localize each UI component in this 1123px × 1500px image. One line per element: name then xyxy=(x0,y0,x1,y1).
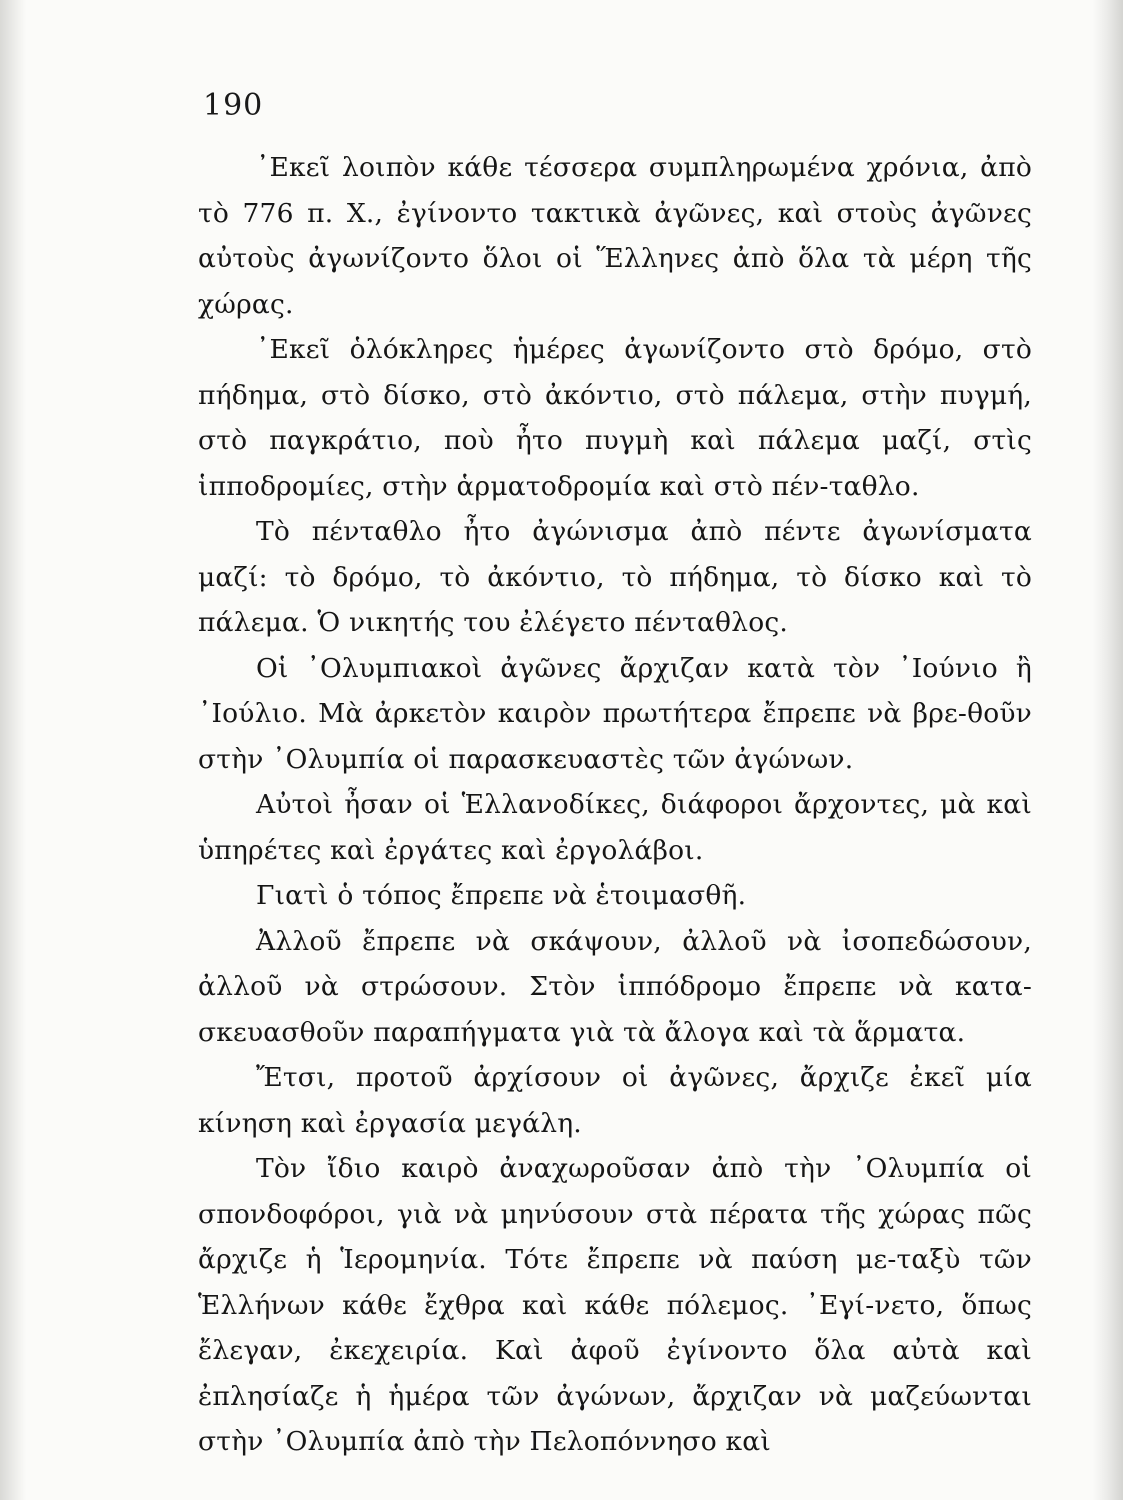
paragraph: Τὸ πένταθλο ἦτο ἀγώνισμα ἀπὸ πέντε ἀγωνίσματα μαζί: τὸ δρόμο, τὸ ἀκόντιο, τὸ πήδημα, τὸ δίσκο καὶ τὸ πάλεμα. Ὁ νικητής του ἐλέγετο πένταθλος. xyxy=(198,516,1032,638)
paragraph: Οἱ ᾿Ολυμπιακοὶ ἀγῶνες ἄρχιζαν κατὰ τὸν ᾿Ιούνιο ἢ ᾿Ιούλιο. Μὰ ἀρκετὸν καιρὸν πρωτήτερα ἔπρεπε νὰ βρε-θοῦν στὴν ᾿Ολυμπία οἱ παρασκευαστὲς τῶν ἀγώνων. xyxy=(198,652,1032,775)
page-edge-shadow-right xyxy=(1093,0,1123,1500)
paragraph: Ἀλλοῦ ἔπρεπε νὰ σκάψουν, ἀλλοῦ νὰ ἰσοπεδώσουν, ἀλλοῦ νὰ στρώσουν. Στὸν ἱππόδρομο ἔπρεπε νὰ κατα-σκευασθοῦν παραπήγματα γιὰ τὰ ἄλογα καὶ τὰ ἅρματα. xyxy=(198,925,1032,1048)
page-edge-shadow-left xyxy=(0,0,26,1500)
paragraph: ᾿Εκεῖ ὁλόκληρες ἡμέρες ἀγωνίζοντο στὸ δρόμο, στὸ πήδημα, στὸ δίσκο, στὸ ἀκόντιο, στὸ πάλεμα, στὴν πυγμή, στὸ παγκράτιο, ποὺ ἦτο πυγμὴ καὶ πάλεμα μαζί, στὶς ἱπποδρομίες, στὴν ἁρματοδρομία καὶ στὸ πέν-ταθλο. xyxy=(198,334,1032,502)
paragraph: Γιατὶ ὁ τόπος ἔπρεπε νὰ ἑτοιμασθῆ. xyxy=(256,880,747,911)
paragraph: Ἔτσι, προτοῦ ἀρχίσουν οἱ ἀγῶνες, ἄρχιζε ἐκεῖ μία κίνηση καὶ ἐργασία μεγάλη. xyxy=(198,1062,1032,1139)
body-text xyxy=(198,145,1032,1465)
page-number: 190 xyxy=(203,88,264,123)
paragraph: Αὐτοὶ ἦσαν οἱ Ἑλλανοδίκες, διάφοροι ἄρχοντες, μὰ καὶ ὑπηρέτες καὶ ἐργάτες καὶ ἐργολάβοι. xyxy=(198,789,1032,866)
paragraph: Τὸν ἴδιο καιρὸ ἀναχωροῦσαν ἀπὸ τὴν ᾿Ολυμπία οἱ σπονδοφόροι, γιὰ νὰ μηνύσουν στὰ πέρατα τῆς χώρας πῶς ἄρχιζε ἡ Ἱερομηνία. Τότε ἔπρεπε νὰ παύση με-ταξὺ τῶν Ἑλλήνων κάθε ἔχθρα καὶ κάθε πόλεμος. ᾿Εγί-νετο, ὅπως ἔλεγαν, ἐκεχειρία. Καὶ ἀφοῦ ἐγίνοντο ὅλα αὐτὰ καὶ ἐπλησίαζε ἡ ἡμέρα τῶν ἀγώνων, ἄρχιζαν νὰ μαζεύωνται στὴν ᾿Ολυμπία ἀπὸ τὴν Πελοπόννησο καὶ xyxy=(198,1153,1032,1457)
paragraph: ᾿Εκεῖ λοιπὸν κάθε τέσσερα συμπληρωμένα χρόνια, ἀπὸ τὸ 776 π. Χ., ἐγίνοντο τακτικὰ ἀγῶνες, καὶ στοὺς ἀγῶνες αὐτοὺς ἀγωνίζοντο ὅλοι οἱ Ἕλληνες ἀπὸ ὅλα τὰ μέρη τῆς χώρας. xyxy=(198,152,1032,320)
